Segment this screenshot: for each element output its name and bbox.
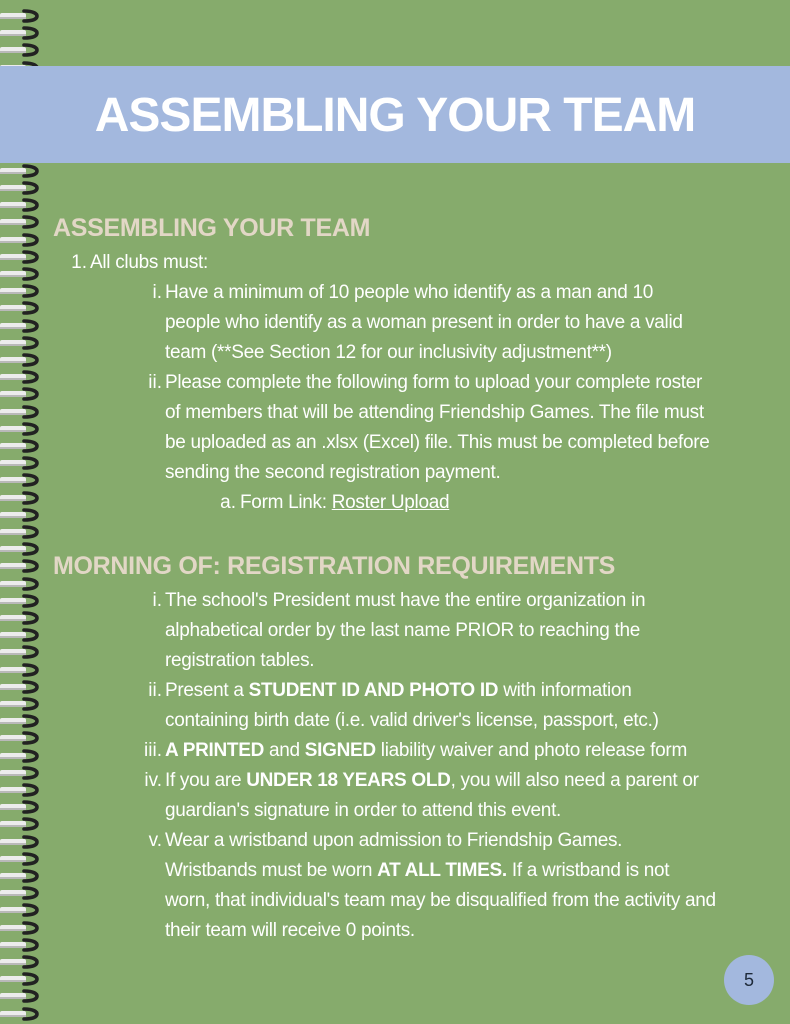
spiral-ring (0, 577, 42, 591)
spiral-ring (0, 387, 42, 401)
list-number: iii. (144, 740, 162, 761)
list-item-text: worn, that individual's team may be disqualified from the activity and (165, 890, 716, 911)
spiral-ring (0, 749, 42, 763)
list-item-text: Wear a wristband upon admission to Friendship Games. (165, 830, 623, 851)
spiral-ring (0, 43, 42, 57)
spiral-ring (0, 233, 42, 247)
list-item-text (165, 676, 631, 706)
spiral-ring (0, 1007, 42, 1021)
bold-text: A PRINTED (165, 740, 264, 761)
list-item-text: Have a minimum of 10 people who identify as a man and 10 (165, 282, 654, 303)
list-item-text: The school's President must have the entire organization in (165, 590, 646, 611)
list-number: a. (220, 492, 236, 513)
spiral-ring (0, 284, 42, 298)
text-run: Present a (165, 680, 249, 701)
spiral-ring (0, 250, 42, 264)
list-item-text (165, 736, 687, 766)
list-item-text: sending the second registration payment. (165, 462, 501, 483)
spiral-ring (0, 628, 42, 642)
list-item-text (165, 856, 669, 886)
list-item-text: people who identify as a woman present in order to have a valid (165, 312, 683, 333)
list-item-text: team (**See Section 12 for our inclusivity adjustment**) (165, 342, 612, 363)
list-item-text: guardian's signature in order to attend this event. (165, 800, 562, 821)
spiral-ring (0, 559, 42, 573)
spiral-ring (0, 938, 42, 952)
spiral-ring (0, 405, 42, 419)
text-run: and (264, 740, 305, 761)
text-run: with information (498, 680, 632, 701)
list-item-text: All clubs must: (90, 252, 208, 273)
spiral-ring (0, 370, 42, 384)
form-link-line (240, 488, 449, 518)
list-number: iv. (144, 770, 162, 791)
spiral-ring (0, 731, 42, 745)
spiral-ring (0, 835, 42, 849)
spiral-ring (0, 336, 42, 350)
spiral-ring (0, 886, 42, 900)
spiral-ring (0, 9, 42, 23)
spiral-ring (0, 697, 42, 711)
list-item-text: be uploaded as an .xlsx (Excel) file. This must be completed before (165, 432, 710, 453)
list-item-text: Please complete the following form to upload your complete roster (165, 372, 703, 393)
bold-text: STUDENT ID AND PHOTO ID (248, 680, 499, 701)
spiral-ring (0, 319, 42, 333)
text-run: Wristbands must be worn (165, 860, 378, 881)
spiral-ring (0, 680, 42, 694)
section-heading-assembling: ASSEMBLING YOUR TEAM (53, 214, 371, 242)
spiral-ring (0, 508, 42, 522)
spiral-ring (0, 766, 42, 780)
list-number: v. (148, 830, 162, 851)
spiral-ring (0, 181, 42, 195)
list-item-text: their team will receive 0 points. (165, 920, 415, 941)
text-run: If you are (165, 770, 247, 791)
list-item-text: of members that will be attending Friendship Games. The file must (165, 402, 704, 423)
spiral-ring (0, 267, 42, 281)
spiral-ring (0, 491, 42, 505)
text-run: , you will also need a parent or (450, 770, 699, 791)
roster-upload-link[interactable]: Roster Upload (331, 492, 450, 513)
spiral-ring (0, 955, 42, 969)
spiral-ring (0, 645, 42, 659)
section-heading-registration: MORNING OF: REGISTRATION REQUIREMENTS (53, 552, 616, 580)
spiral-ring (0, 353, 42, 367)
spiral-ring (0, 26, 42, 40)
bold-text: SIGNED (304, 740, 376, 761)
form-link-label: Form Link: (240, 492, 332, 513)
spiral-ring (0, 921, 42, 935)
spiral-ring (0, 473, 42, 487)
spiral-ring (0, 611, 42, 625)
spiral-ring (0, 714, 42, 728)
spiral-ring (0, 439, 42, 453)
bold-text: AT ALL TIMES. (377, 860, 507, 881)
spiral-ring (0, 783, 42, 797)
spiral-ring (0, 869, 42, 883)
list-item-text: alphabetical order by the last name PRIOR to reaching the (165, 620, 641, 641)
spiral-ring (0, 817, 42, 831)
spiral-ring (0, 456, 42, 470)
text-run: liability waiver and photo release form (375, 740, 687, 761)
bold-text: UNDER 18 YEARS OLD (246, 770, 451, 791)
list-number: ii. (148, 372, 162, 393)
spiral-ring (0, 903, 42, 917)
spiral-ring (0, 800, 42, 814)
spiral-ring (0, 198, 42, 212)
list-number: i. (152, 282, 162, 303)
list-number: 1. (71, 252, 87, 273)
spiral-ring (0, 663, 42, 677)
spiral-ring (0, 525, 42, 539)
spiral-ring (0, 542, 42, 556)
page-title: ASSEMBLING YOUR TEAM (94, 89, 696, 142)
text-run: If a wristband is not (506, 860, 670, 881)
list-item-text: containing birth date (i.e. valid driver's license, passport, etc.) (165, 710, 659, 731)
page-number-badge: 5 (724, 955, 774, 1005)
list-item-text (165, 766, 699, 796)
title-banner (0, 66, 790, 163)
spiral-ring (0, 301, 42, 315)
spiral-ring (0, 594, 42, 608)
spiral-ring (0, 972, 42, 986)
spiral-ring (0, 164, 42, 178)
spiral-ring (0, 422, 42, 436)
spiral-ring (0, 989, 42, 1003)
list-number: i. (152, 590, 162, 611)
list-number: ii. (148, 680, 162, 701)
list-item-text: registration tables. (165, 650, 315, 671)
spiral-ring (0, 852, 42, 866)
spiral-ring (0, 215, 42, 229)
